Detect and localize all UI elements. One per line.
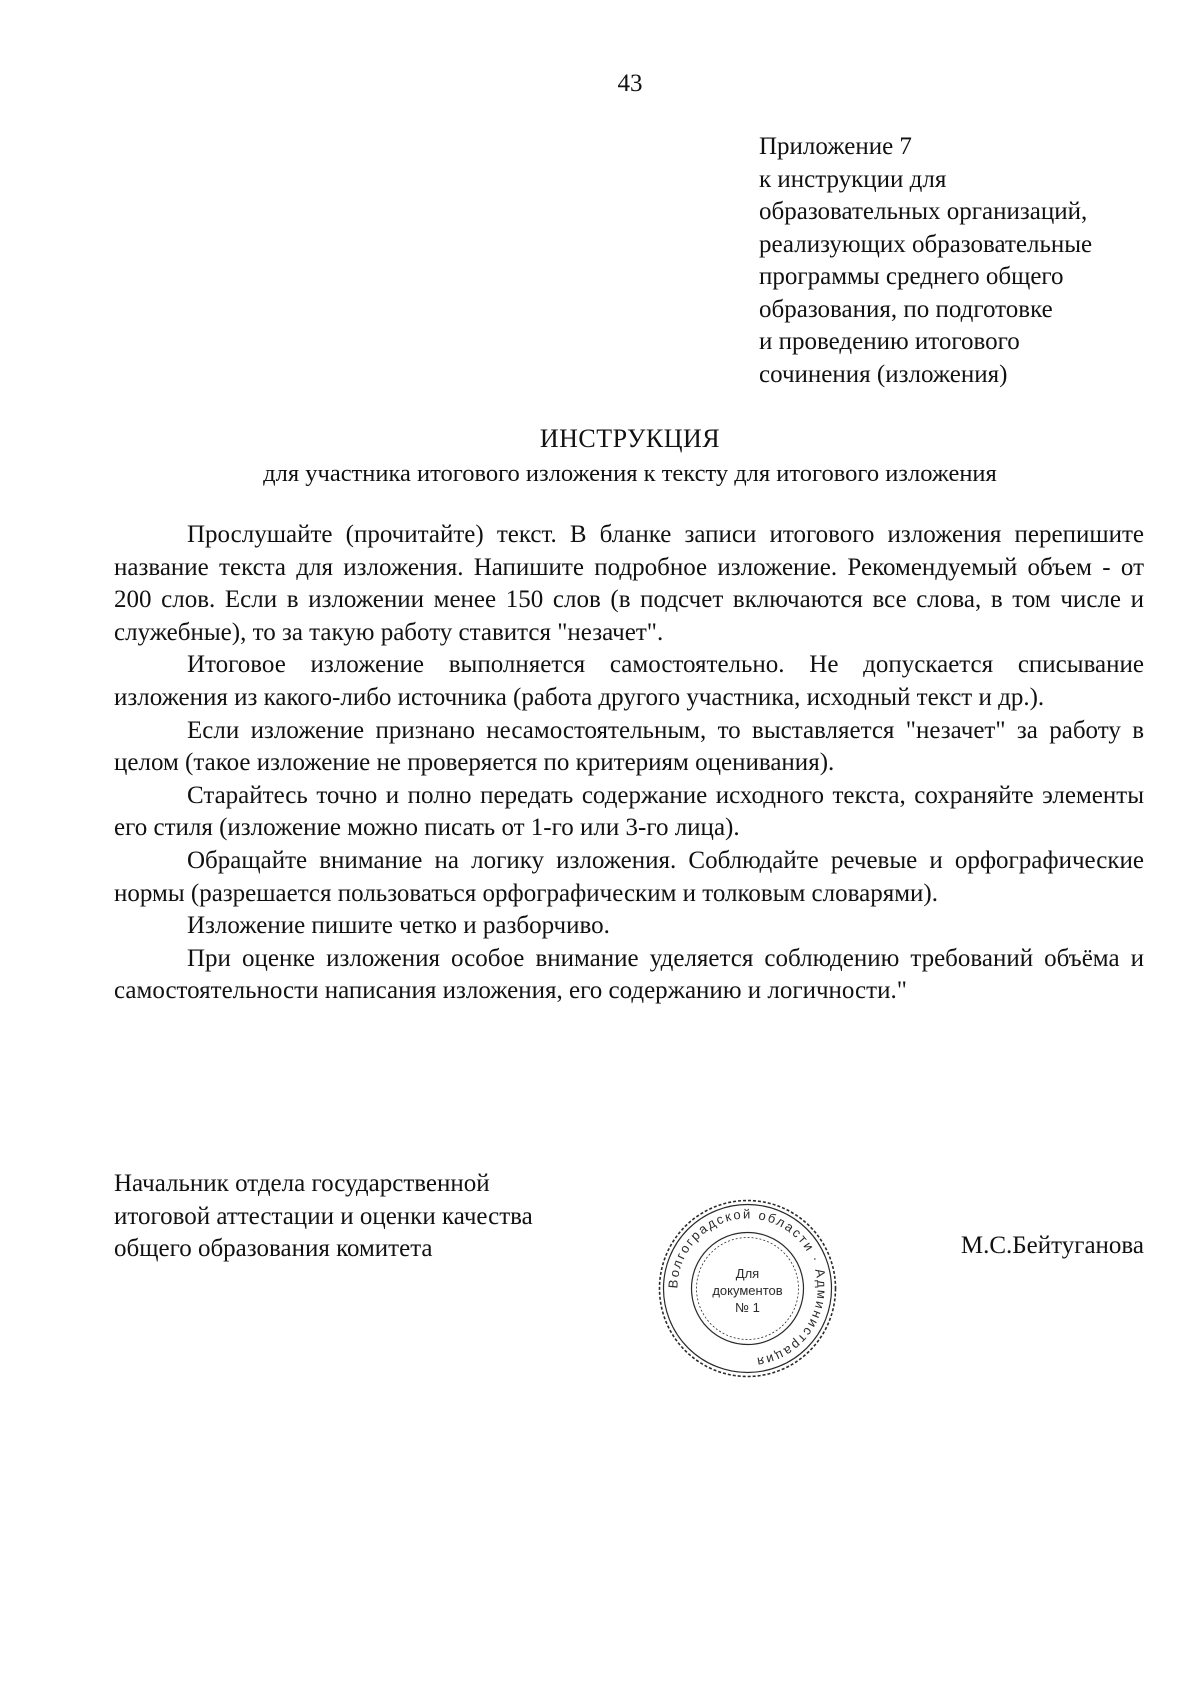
stamp-center-line: № 1 [735, 1300, 760, 1315]
signer-name: М.С.Бейтуганова [960, 1232, 1144, 1259]
appendix-line: и проведению итогового [759, 328, 1020, 355]
document-subtitle: для участника итогового изложения к тексту для итогового изложения [263, 460, 997, 487]
paragraph: Изложение пишите четко и разборчиво. [187, 912, 610, 940]
paragraph: Прослушайте (прочитайте) текст. В бланке записи итогового изложения перепишите название текста для изложения. Напишите подробное изложение. Рекомендуемый объем - от 200 слов. Если в изложении менее 150 слов (в подсчет включаются все слова, в том числе и служебные), то за такую работу ставится "незачет". [114, 521, 1144, 646]
paragraph: При оценке изложения особое внимание уделяется соблюдению требований объёма и самостоятельности написания изложения, его содержанию и логичности." [114, 944, 1144, 1005]
appendix-line: сочинения (изложения) [759, 360, 1008, 388]
stamp-center-line: документов [712, 1283, 783, 1298]
appendix-note [759, 131, 1159, 391]
paragraph: Если изложение признано несамостоятельным, то выставляется "незачет" за работу в целом (такое изложение не проверяется по критериям оценивания). [114, 716, 1144, 777]
appendix-line: образования, по подготовке [759, 295, 1053, 323]
stamp-outer-text: Волгоградской области · Администрация [665, 1206, 830, 1371]
appendix-line: реализующих образовательные [759, 230, 1093, 258]
signature-position [114, 1168, 674, 1266]
signature-position-line: Начальник отдела государственной [114, 1170, 490, 1197]
stamp-seal-icon [655, 1196, 840, 1381]
document-title: ИНСТРУКЦИЯ [539, 424, 721, 453]
appendix-line: программы среднего общего [759, 263, 1064, 290]
signature-position-line: итоговой аттестации и оценки качества [114, 1202, 533, 1230]
paragraph: Итоговое изложение выполняется самостоятельно. Не допускается списывание изложения из какого-либо источника (работа другого участника, исходный текст и др.). [114, 651, 1144, 711]
paragraph: Старайтесь точно и полно передать содержание исходного текста, сохраняйте элементы его стиля (изложение можно писать от 1-го или 3-го лица). [114, 781, 1144, 842]
appendix-line: образовательных организаций, [759, 198, 1088, 225]
page-number: 43 [617, 70, 643, 97]
appendix-line: Приложение 7 [759, 133, 912, 160]
document-body [114, 519, 1144, 1008]
signature-position-line: общего образования комитета [114, 1235, 433, 1263]
appendix-line: к инструкции для [759, 165, 947, 193]
official-stamp [655, 1196, 840, 1381]
stamp-center-line: Для [735, 1266, 760, 1281]
paragraph: Обращайте внимание на логику изложения. Соблюдайте речевые и орфографические нормы (разрешается пользоваться орфографическим и толковым словарями). [114, 846, 1144, 907]
